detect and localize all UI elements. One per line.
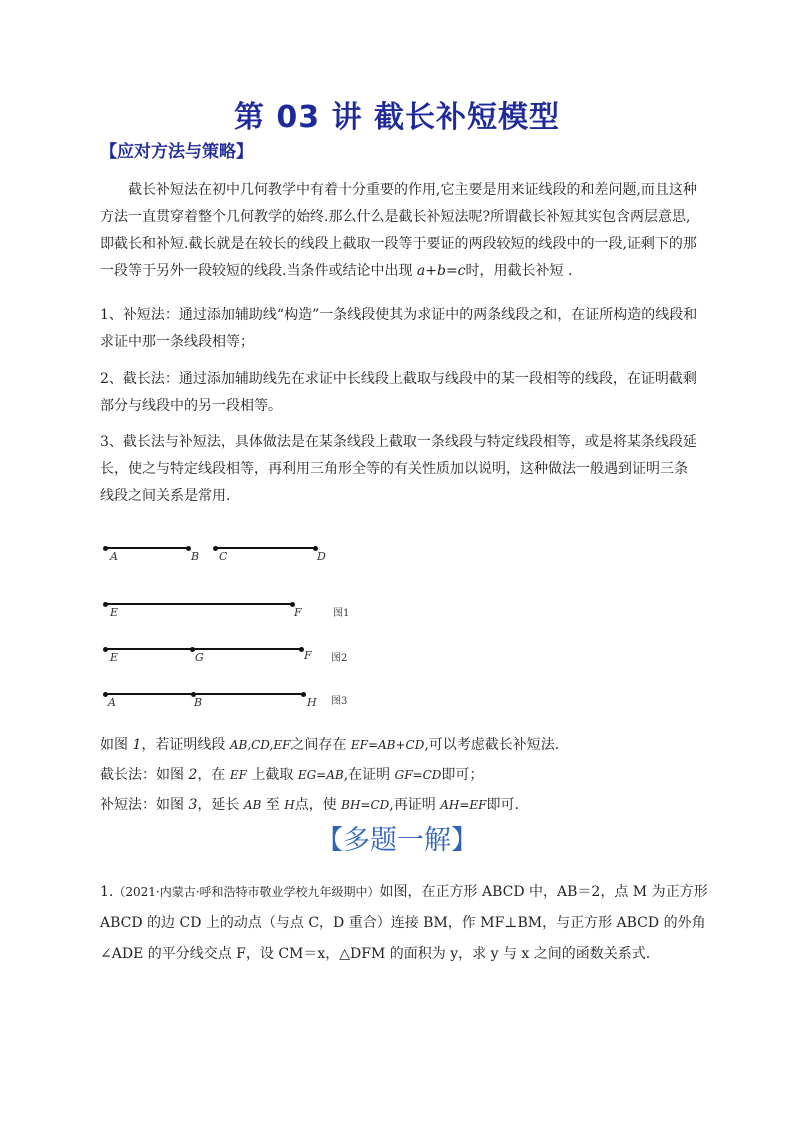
text: 补短法：如图 — [100, 797, 189, 813]
segment-ef-fig2 — [105, 648, 301, 650]
text: 上截取 — [246, 767, 298, 783]
text: 如图 — [100, 737, 133, 753]
text: 即可； — [441, 767, 484, 783]
text: ，延长 — [197, 797, 244, 813]
label-e: E — [110, 606, 119, 619]
text: ,可以考虑截长补短法. — [424, 737, 560, 753]
text: 点，使 — [294, 797, 342, 813]
caption-fig1: 图1 — [333, 608, 350, 619]
method-1: 1、补短法：通过添加辅助线“构造”一条线段使其为求证中的两条线段之和，在证所构造的线段和求证中那一条线段相等； — [100, 307, 698, 350]
segment-cd — [215, 547, 315, 549]
segment-ah-fig3 — [105, 693, 303, 695]
caption-fig2: 图2 — [331, 653, 348, 664]
point-dot — [301, 692, 306, 697]
point-dot — [103, 546, 108, 551]
label-c: C — [219, 550, 228, 563]
explanation-1 — [100, 734, 559, 754]
problem-number: 1. — [100, 884, 114, 900]
equation: EF=AB+CD — [350, 738, 425, 752]
method-2: 2、截长法：通过添加辅助线先在求证中长线段上截取与线段中的某一段相等的线段，在证明截剩部分与线段中的另一段相等。 — [100, 371, 697, 414]
point-dot — [213, 546, 218, 551]
intro-text-end: 时，用截长补短 . — [465, 263, 573, 279]
equation: GF=CD — [394, 768, 442, 782]
caption-fig3: 图3 — [331, 696, 348, 707]
point-dot — [103, 602, 108, 607]
label-b: B — [194, 696, 203, 709]
text: ,再证明 — [389, 797, 441, 813]
intro-formula: a+b=c — [416, 263, 466, 279]
fig-ref: 1 — [132, 737, 142, 753]
text: 之间存在 — [290, 737, 351, 753]
label-h: H — [307, 696, 317, 709]
label-f: F — [304, 649, 312, 662]
equation: BH=CD — [341, 798, 390, 812]
label-b: B — [191, 550, 200, 563]
label-g: G — [195, 651, 204, 664]
intro-paragraph — [100, 177, 700, 285]
text: 即可. — [486, 797, 519, 813]
segment-ef-fig1 — [105, 603, 292, 605]
label-e: E — [110, 651, 119, 664]
text: ，在 — [197, 767, 230, 783]
explanation-3 — [100, 794, 519, 814]
segment-name: AB — [243, 798, 262, 812]
fig-ref: 3 — [188, 797, 198, 813]
section-banner: 【多题一解】 — [316, 825, 478, 856]
segment-names: AB,CD,EF — [229, 738, 291, 752]
fig-ref: 2 — [188, 767, 198, 783]
text: ,在证明 — [343, 767, 395, 783]
explanation-2 — [100, 764, 483, 784]
text: ，若证明线段 — [141, 737, 230, 753]
label-a: A — [108, 696, 116, 709]
segment-ab — [105, 547, 188, 549]
label-a: A — [110, 550, 118, 563]
problem-1 — [100, 877, 712, 970]
page-title: 第 03 讲 截长补短模型 — [233, 100, 561, 135]
section-heading: 【应对方法与策略】 — [100, 142, 253, 162]
label-d: D — [317, 550, 326, 563]
method-3: 3、截长法与补短法，具体做法是在某条线段上截取一条线段与特定线段相等，或是将某条线段延长，使之与特定线段相等，再利用三角形全等的有关性质加以说明，这种做法一般遇到证明三条线段之间关系是常用. — [100, 434, 697, 504]
problem-source: （2021·内蒙古·呼和浩特市敬业学校九年级期中） — [113, 885, 380, 899]
segment-name: EF — [229, 768, 247, 782]
text: 截长法：如图 — [100, 767, 189, 783]
text: 至 — [261, 797, 285, 813]
equation: AH=EF — [440, 798, 487, 812]
point-dot — [103, 647, 108, 652]
problem-text: 如图，在正方形 ABCD 中，AB＝2，点 M 为正方形 ABCD 的边 CD 上的动点（与点 C，D 重合）连接 BM，作 MF⊥BM，与正方形 ABCD 的外角∠ADE 的平分线交点 F，设 CM＝x，△DFM 的面积为 y，求 y 与 x 之间的函数关系式. — [100, 884, 708, 962]
point-name: H — [284, 798, 295, 812]
equation: EG=AB — [297, 768, 344, 782]
intro-text: 截长补短法在初中几何教学中有着十分重要的作用,它主要是用来证线段的和差问题,而且这种方法一直贯穿着整个几何教学的始终.那么什么是截长补短法呢?所谓截长补短其实包含两层意思,即截长和补短.截长就是在较长的线段上截取一段等于要证的两段较短的线段中的一段,证剩下的那一段等于另外一段较短的线段.当条件或结论中出现 — [100, 182, 697, 279]
label-f: F — [294, 606, 302, 619]
